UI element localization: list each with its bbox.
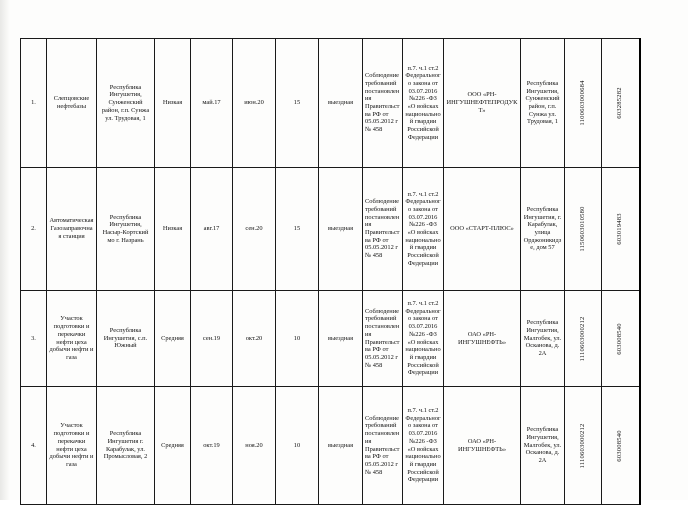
duration-days: 10 (276, 291, 319, 387)
inn-value: 603008540 (616, 322, 624, 355)
date-start: май.17 (191, 39, 233, 168)
requirement-text: Соблюдение требований постановлен ия Правительст ва РФ от 05.05.2012 г № 458 (363, 168, 403, 291)
inn-value: 603285282 (616, 87, 624, 119)
object-name: Слепцовские нефтебазы (47, 39, 97, 168)
inn-cell (602, 291, 640, 387)
object-address: Республика Ингушетия, с.п. Южный (97, 291, 155, 387)
object-name: Участок подготовки и перекачки нефти цеха добычи нефти и газа (47, 291, 97, 387)
duration-days: 10 (276, 387, 319, 505)
inn-value: 603008540 (616, 429, 624, 462)
inspection-form: выездная (319, 39, 363, 168)
legal-basis: п.7. ч.1 ст.2 Федеральног о закона от 03.07.2016 №226 -ФЗ «О войсках национально й гвардии Российской Федерации (403, 168, 444, 291)
organization-name: ОАО «РН-ИНГУШНЕФТЬ» (444, 387, 521, 505)
table-row (21, 168, 640, 291)
inn-cell (602, 168, 640, 291)
inn-cell (602, 39, 640, 168)
ogrn-cell (565, 291, 602, 387)
organization-name: ООО «СТАРТ-ПЛЮС» (444, 168, 521, 291)
organization-address: Республика Ингушетия, Сунженский район, г.п. Сунжа ул. Трудовая, 1 (521, 39, 565, 168)
table-row (21, 291, 640, 387)
risk-category: Низкая (155, 39, 191, 168)
table-row (21, 39, 640, 168)
organization-address: Республика Ингушетия, г. Карабулак, улица Орджоникидзе, дом 57 (521, 168, 565, 291)
date-end: ноя.20 (233, 387, 276, 505)
risk-category: Средняя (155, 387, 191, 505)
organization-name: ООО «РН-ИНГУШНЕФТЕПРОДУКТ» (444, 39, 521, 168)
ogrn-value: 1110603000212 (579, 316, 587, 361)
object-address: Республика Ингушетия, Насыр-Кортский мо г. Назрань (97, 168, 155, 291)
requirement-text: Соблюдение требований постановлен ия Правительст ва РФ от 05.05.2012 г № 458 (363, 387, 403, 505)
organization-name: ОАО «РН-ИНГУШНЕФТЬ» (444, 291, 521, 387)
duration-days: 15 (276, 168, 319, 291)
legal-basis: п.7. ч.1 ст.2 Федеральног о закона от 03.07.2016 №226 -ФЗ «О войсках национально й гвардии Российской Федерации (403, 387, 444, 505)
legal-basis: п.7. ч.1 ст.2 Федеральног о закона от 03.07.2016 №226 -ФЗ «О войсках национально й гвардии Российской Федерации (403, 39, 444, 168)
inn-cell (602, 387, 640, 505)
inn-value: 603019483 (616, 213, 624, 245)
organization-address: Республика Ингушетия, Малгобек, ул. Осканова, д. 2А (521, 387, 565, 505)
date-start: окт.19 (191, 387, 233, 505)
date-end: сен.20 (233, 168, 276, 291)
row-number: 1. (21, 39, 47, 168)
ogrn-value: 1100603000684 (579, 80, 587, 126)
object-name: Участок подготовки и перекачки нефти цеха добычи нефти и газа (47, 387, 97, 505)
organization-address: Республика Ингушетия, Малгобек, ул. Осканова, д. 2А (521, 291, 565, 387)
requirement-text: Соблюдение требований постановлен ия Правительст ва РФ от 05.05.2012 г № 458 (363, 39, 403, 168)
ogrn-value: 1110603000212 (579, 423, 587, 468)
inspection-plan-table (20, 38, 641, 505)
ogrn-value: 1150603010580 (579, 206, 587, 252)
inspection-form: выездная (319, 291, 363, 387)
date-end: окт.20 (233, 291, 276, 387)
object-address: Республика Ингушетия, Сунженский район, г.п. Сунжа ул. Трудовая, 1 (97, 39, 155, 168)
inspection-form: выездная (319, 387, 363, 505)
ogrn-cell (565, 39, 602, 168)
legal-basis: п.7. ч.1 ст.2 Федеральног о закона от 03.07.2016 №226 -ФЗ «О войсках национально й гвардии Российской Федерации (403, 291, 444, 387)
date-start: авг.17 (191, 168, 233, 291)
row-number: 3. (21, 291, 47, 387)
row-number: 4. (21, 387, 47, 505)
table-row (21, 387, 640, 505)
risk-category: Средняя (155, 291, 191, 387)
scan-shadow (0, 0, 10, 500)
ogrn-cell (565, 387, 602, 505)
inspection-form: выездная (319, 168, 363, 291)
risk-category: Низкая (155, 168, 191, 291)
duration-days: 15 (276, 39, 319, 168)
object-address: Республика Ингушетия г. Карабулак, ул. Промысловая, 2 (97, 387, 155, 505)
requirement-text: Соблюдение требований постановлен ия Правительст ва РФ от 05.05.2012 г № 458 (363, 291, 403, 387)
row-number: 2. (21, 168, 47, 291)
date-end: июн.20 (233, 39, 276, 168)
date-start: сен.19 (191, 291, 233, 387)
object-name: Автоматическая Газозаправочная станция (47, 168, 97, 291)
ogrn-cell (565, 168, 602, 291)
